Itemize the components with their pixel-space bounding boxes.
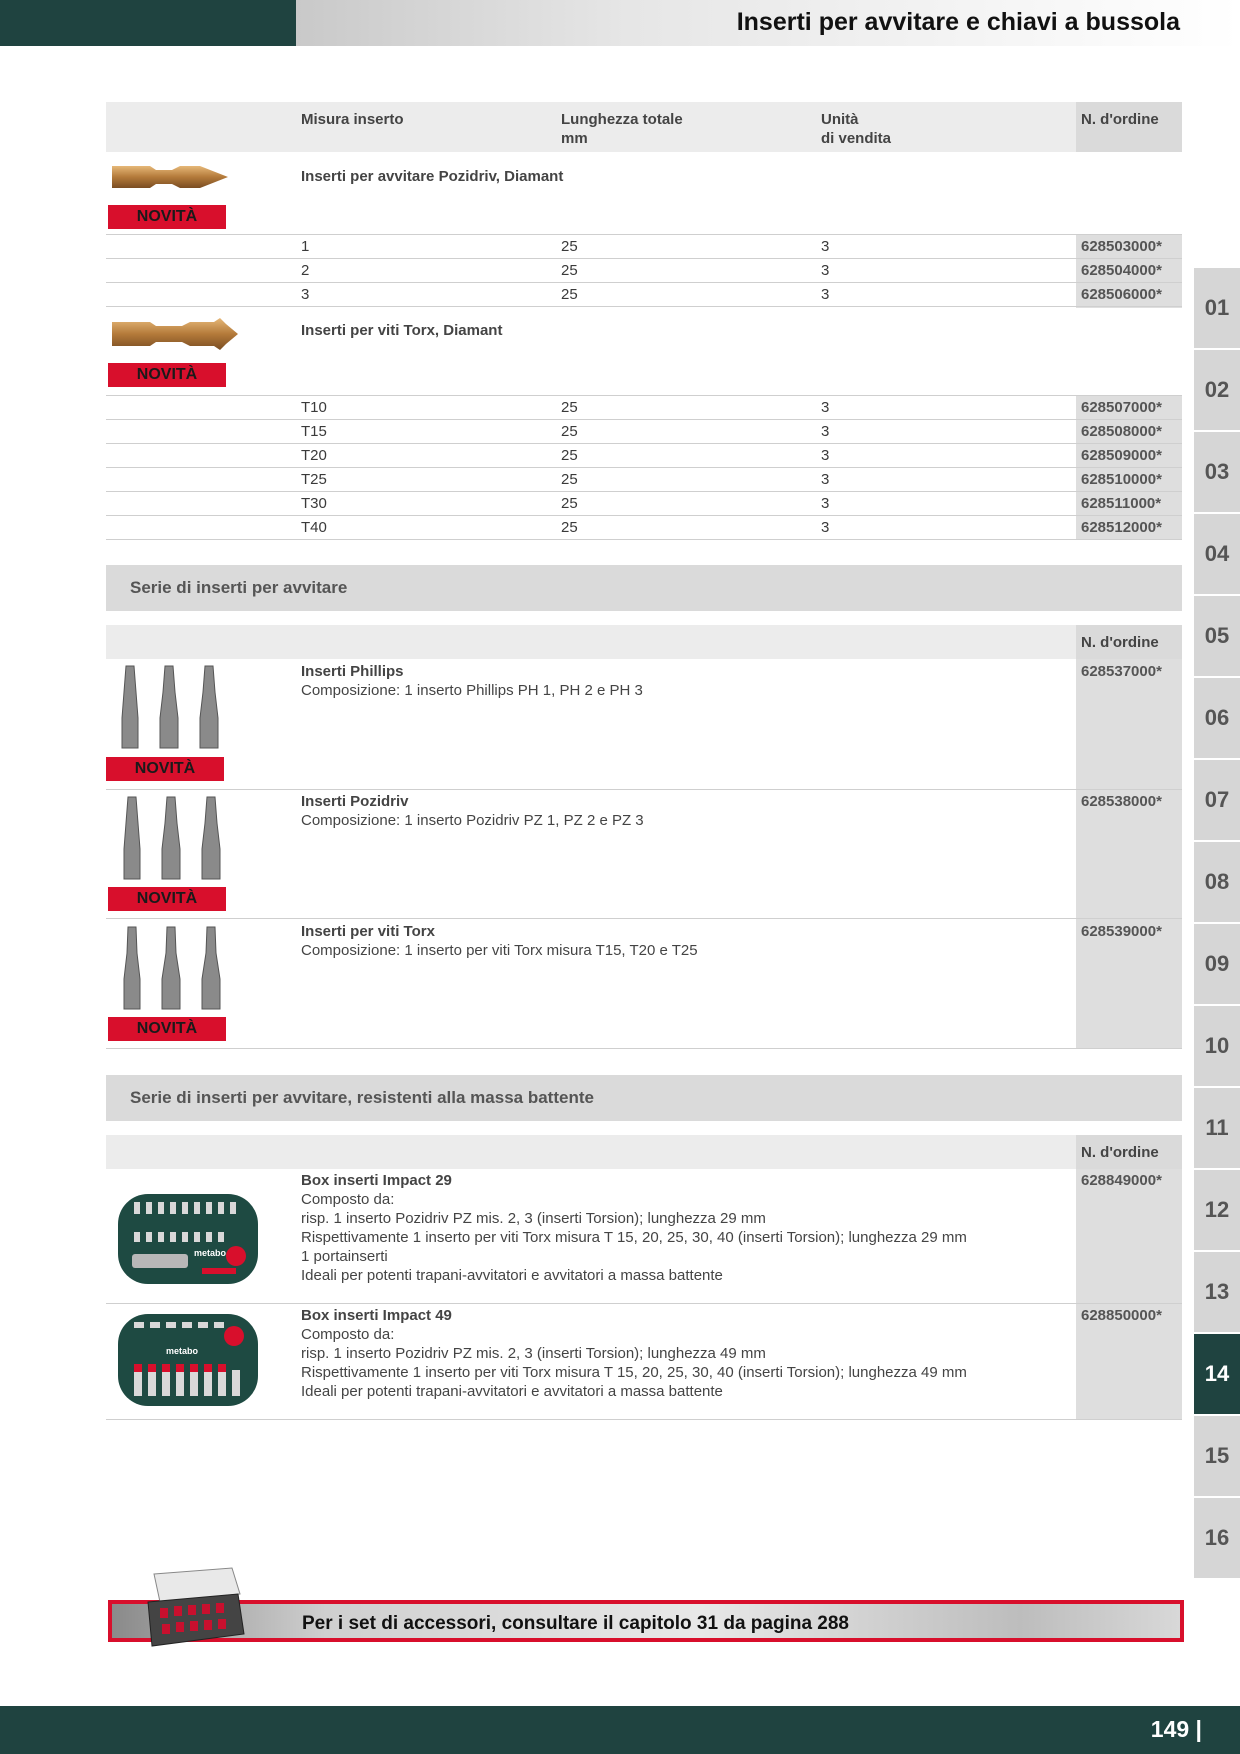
phillips-bits-image (112, 662, 232, 752)
order-number: 628539000* (1081, 923, 1162, 940)
metabo-logo: metabo (166, 1346, 199, 1356)
section-header: Serie di inserti per avvitare (106, 565, 1182, 611)
col-order-header: N. d'ordine (1081, 1144, 1159, 1161)
item-desc-line: Composto da: (301, 1191, 395, 1208)
chapter-tab[interactable]: 01 (1194, 268, 1240, 348)
group-title: Inserti per avvitare Pozidriv, Diamant (301, 168, 564, 185)
chapter-tab[interactable]: 03 (1194, 432, 1240, 512)
accessory-case-image (140, 1564, 246, 1650)
chapter-tab[interactable]: 05 (1194, 596, 1240, 676)
table-row: T15 25 3 628508000* (106, 420, 1182, 444)
order-number: 628508000* (1081, 423, 1162, 440)
item-desc-line: Rispettivamente 1 inserto per viti Torx misura T 15, 20, 25, 30, 40 (inserti Torsion); lunghezza 49 mm (301, 1364, 967, 1381)
page-number: 149 | (1150, 1716, 1202, 1742)
table-row: 3 25 3 628506000* (106, 283, 1182, 307)
col-length-unit: mm (561, 130, 588, 147)
page-footer (0, 1706, 1240, 1754)
order-number: 628537000* (1081, 663, 1162, 680)
accessory-note: Per i set di accessori, consultare il capitolo 31 da pagina 288 (108, 1600, 1184, 1642)
chapter-tab[interactable]: 02 (1194, 350, 1240, 430)
col-unit-header: Unità (821, 111, 859, 128)
item-name: Box inserti Impact 49 (301, 1307, 452, 1324)
table-row: T10 25 3 628507000* (106, 396, 1182, 420)
item-desc: Composizione: 1 inserto Pozidriv PZ 1, PZ 2 e PZ 3 (301, 812, 644, 829)
item-desc-line: Ideali per potenti trapani-avvitatori e avvitatori a massa battente (301, 1267, 723, 1284)
pozidriv-bit-image (110, 158, 232, 196)
metabo-logo: metabo (194, 1248, 227, 1258)
order-number: 628510000* (1081, 471, 1162, 488)
item-desc-line: Rispettivamente 1 inserto per viti Torx misura T 15, 20, 25, 30, 40 (inserti Torsion); lunghezza 29 mm (301, 1229, 967, 1246)
chapter-tab[interactable]: 15 (1194, 1416, 1240, 1496)
table-row: T40 25 3 628512000* (106, 516, 1182, 540)
chapter-tab[interactable]: 04 (1194, 514, 1240, 594)
chapter-tabs (1194, 268, 1240, 1580)
order-number: 628504000* (1081, 262, 1162, 279)
order-number: 628511000* (1081, 495, 1162, 512)
item-name: Inserti Phillips (301, 663, 404, 680)
order-number: 628503000* (1081, 238, 1162, 255)
chapter-tab[interactable]: 08 (1194, 842, 1240, 922)
chapter-tab[interactable]: 06 (1194, 678, 1240, 758)
new-badge: NOVITÀ (108, 363, 226, 387)
chapter-tab[interactable]: 09 (1194, 924, 1240, 1004)
pozidriv-bits-image (114, 793, 234, 883)
order-number: 628849000* (1081, 1172, 1162, 1189)
new-badge: NOVITÀ (108, 1017, 226, 1041)
new-badge: NOVITÀ (108, 205, 226, 229)
order-number: 628850000* (1081, 1307, 1162, 1324)
chapter-tab[interactable]: 11 (1194, 1088, 1240, 1168)
col-order-header: N. d'ordine (1081, 634, 1159, 651)
item-desc: Composizione: 1 inserto per viti Torx misura T15, T20 e T25 (301, 942, 698, 959)
order-number: 628506000* (1081, 286, 1162, 303)
impact-49-box-image (116, 1312, 260, 1408)
order-number: 628507000* (1081, 399, 1162, 416)
table-row: T20 25 3 628509000* (106, 444, 1182, 468)
col-length-header: Lunghezza totale (561, 111, 683, 128)
new-badge: NOVITÀ (108, 887, 226, 911)
col-unit-header-2: di vendita (821, 130, 892, 147)
table-header (106, 625, 1182, 659)
torx-bits-image (114, 923, 234, 1013)
section-header: Serie di inserti per avvitare, resistenti alla massa battente (106, 1075, 1182, 1121)
torx-bit-image (110, 314, 242, 354)
col-order-header: N. d'ordine (1081, 111, 1159, 128)
order-number: 628509000* (1081, 447, 1162, 464)
item-name: Inserti Pozidriv (301, 793, 409, 810)
table-row: T25 25 3 628510000* (106, 468, 1182, 492)
chapter-tab[interactable]: 16 (1194, 1498, 1240, 1578)
table-row: T30 25 3 628511000* (106, 492, 1182, 516)
item-desc: Composizione: 1 inserto Phillips PH 1, PH 2 e PH 3 (301, 682, 643, 699)
col-size-header: Misura inserto (301, 111, 404, 128)
table-row: 1 25 3 628503000* (106, 235, 1182, 259)
item-name: Inserti per viti Torx (301, 923, 435, 940)
item-name: Box inserti Impact 29 (301, 1172, 452, 1189)
order-number: 628512000* (1081, 519, 1162, 536)
item-desc-line: risp. 1 inserto Pozidriv PZ mis. 2, 3 (inserti Torsion); lunghezza 49 mm (301, 1345, 766, 1362)
table-row: 2 25 3 628504000* (106, 259, 1182, 283)
page-title: Inserti per avvitare e chiavi a bussola (736, 8, 1180, 36)
table-header (106, 1135, 1182, 1169)
new-badge: NOVITÀ (106, 757, 224, 781)
order-number: 628538000* (1081, 793, 1162, 810)
chapter-tab[interactable]: 12 (1194, 1170, 1240, 1250)
item-desc-line: 1 portainserti (301, 1248, 388, 1265)
group-title: Inserti per viti Torx, Diamant (301, 322, 503, 339)
header-color-block (0, 0, 296, 46)
item-desc-line: Ideali per potenti trapani-avvitatori e avvitatori a massa battente (301, 1383, 723, 1400)
item-desc-line: risp. 1 inserto Pozidriv PZ mis. 2, 3 (inserti Torsion); lunghezza 29 mm (301, 1210, 766, 1227)
impact-29-box-image (116, 1192, 260, 1286)
item-desc-line: Composto da: (301, 1326, 395, 1343)
chapter-tab[interactable]: 07 (1194, 760, 1240, 840)
chapter-tab-active[interactable]: 14 (1194, 1334, 1240, 1414)
chapter-tab[interactable]: 10 (1194, 1006, 1240, 1086)
chapter-tab[interactable]: 13 (1194, 1252, 1240, 1332)
